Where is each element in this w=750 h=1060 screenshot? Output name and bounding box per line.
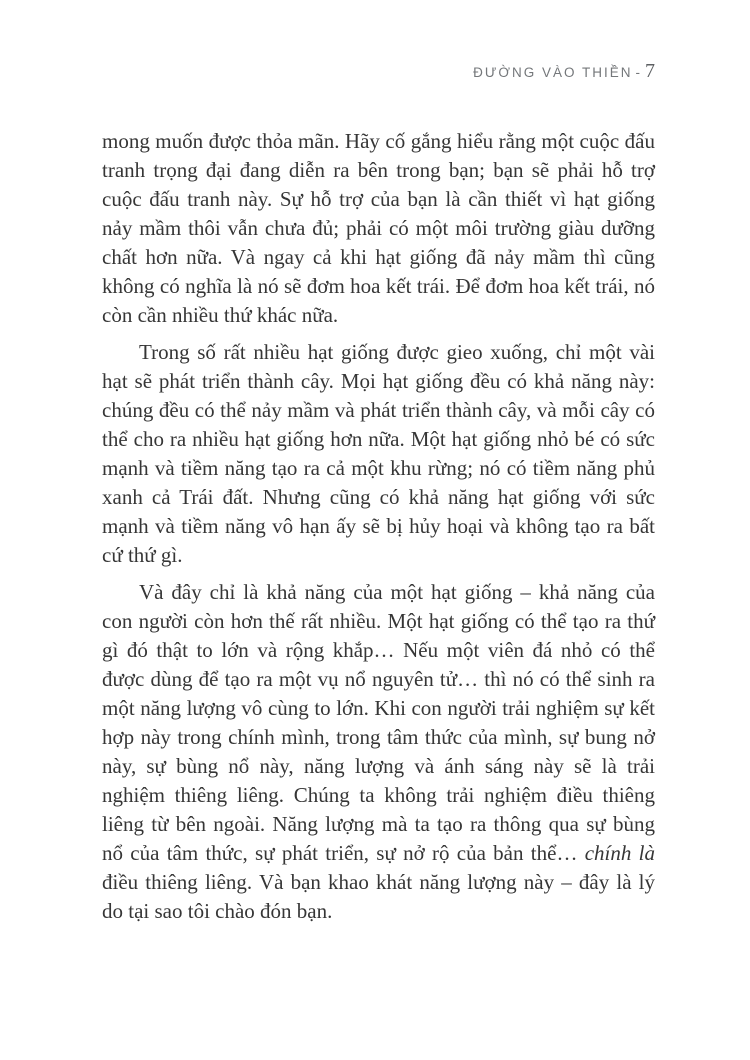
paragraph-3-text-end: điều thiêng liêng. Và bạn khao khát năng lượng này – đây là lý do tại sao tôi chào đón bạn. xyxy=(102,870,655,923)
paragraph-1: mong muốn được thỏa mãn. Hãy cố gắng hiểu rằng một cuộc đấu tranh trọng đại đang diễn ra bên trong bạn; bạn sẽ phải hỗ trợ cuộc đấu tranh này. Sự hỗ trợ của bạn là cần thiết vì hạt giống nảy mầm thôi vẫn chưa đủ; phải có một môi trường giàu dưỡng chất hơn nữa. Và ngay cả khi hạt giống đã nảy mầm thì cũng không có nghĩa là nó sẽ đơm hoa kết trái. Để đơm hoa kết trái, nó còn cần nhiều thứ khác nữa. xyxy=(102,129,655,327)
paragraph-3 xyxy=(102,578,655,926)
running-title: ĐƯỜNG VÀO THIỀN xyxy=(473,65,633,80)
running-header xyxy=(102,60,655,84)
page-number: 7 xyxy=(645,60,655,82)
header-separator: - xyxy=(635,65,640,80)
paragraph-2: Trong số rất nhiều hạt giống được gieo xuống, chỉ một vài hạt sẽ phát triển thành cây. Mọi hạt giống đều có khả năng này: chúng đều có thể nảy mầm và phát triển thành cây, và mỗi cây có thể cho ra nhiều hạt giống hơn nữa. Một hạt giống nhỏ bé có sức mạnh và tiềm năng tạo ra cả một khu rừng; nó có tiềm năng phủ xanh cả Trái đất. Nhưng cũng có khả năng hạt giống với sức mạnh và tiềm năng vô hạn ấy sẽ bị hủy hoại và không tạo ra bất cứ thứ gì. xyxy=(102,340,655,567)
paragraph-3-text: Và đây chỉ là khả năng của một hạt giống – khả năng của con người còn hơn thế rất nhiều. Một hạt giống có thể tạo ra thứ gì đó thật to lớn và rộng khắp… Nếu một viên đá nhỏ có thể được dùng để tạo ra một vụ nổ nguyên tử… thì nó có thể sinh ra một năng lượng vô cùng to lớn. Khi con người trải nghiệm sự kết hợp này trong chính mình, trong tâm thức của mình, sự bung nở này, sự bùng nổ này, năng lượng và ánh sáng này sẽ là trải nghiệm thiêng liêng. Chúng ta không trải nghiệm điều thiêng liêng từ bên ngoài. Năng lượng mà ta tạo ra thông qua sự bùng nổ của tâm thức, sự phát triển, sự nở rộ của bản thể… xyxy=(102,580,655,865)
paragraph-3-italic-phrase: chính là xyxy=(584,841,655,865)
page-body xyxy=(102,127,655,934)
